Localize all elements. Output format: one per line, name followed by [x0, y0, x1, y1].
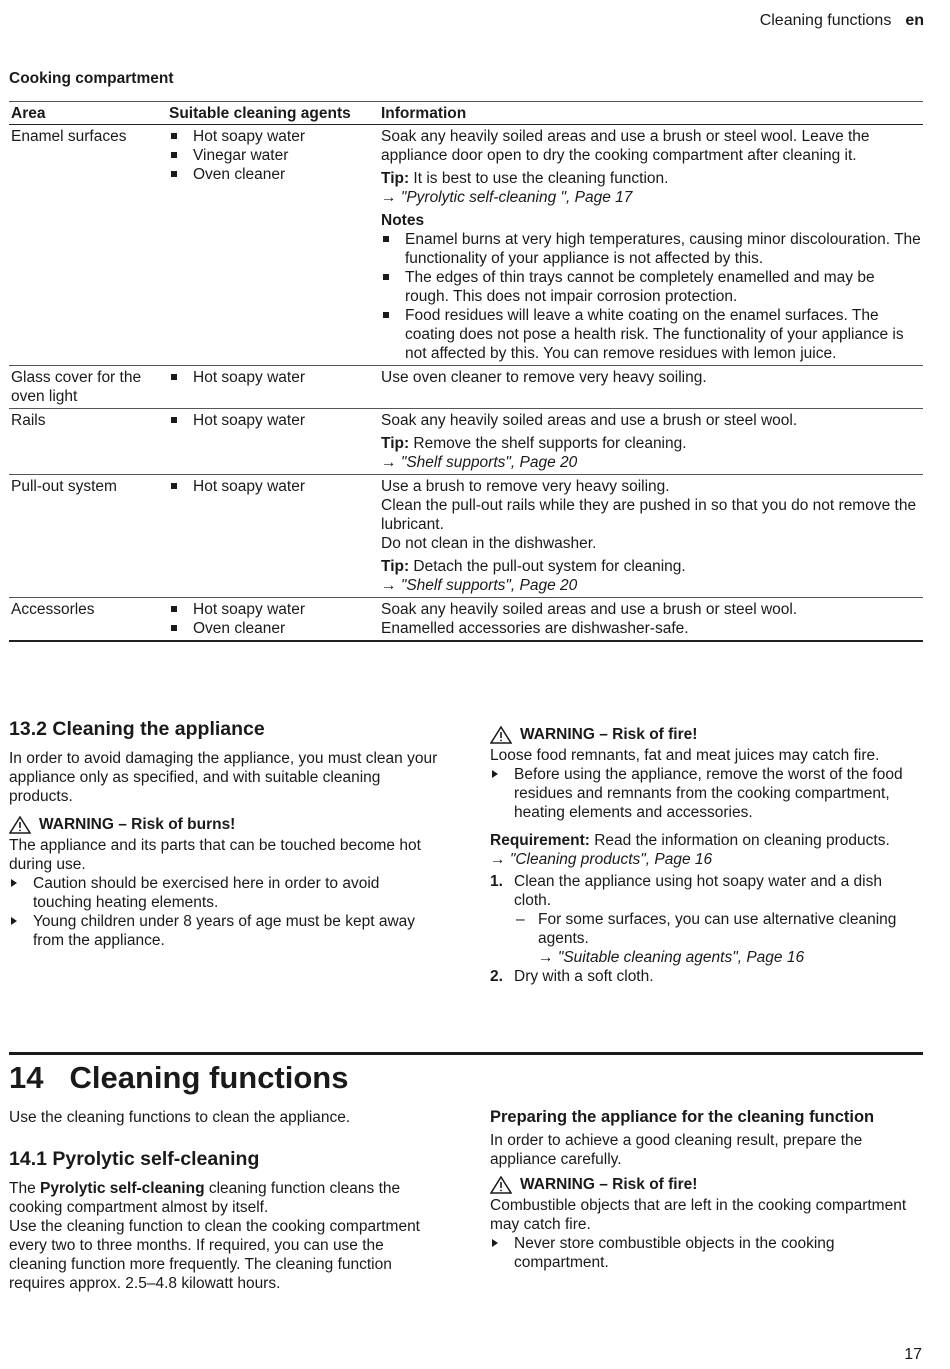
tip-text: Detach the pull-out system for cleaning.	[409, 558, 686, 575]
warning-heading: WARNING – Risk of fire!	[490, 1175, 920, 1194]
warning-text: The appliance and its parts that can be touched become hot during use.	[9, 837, 421, 873]
area-cell: Glass cover for the oven light	[9, 366, 167, 409]
step-number: 1.	[490, 873, 503, 890]
notes-label: Notes	[381, 212, 425, 229]
info-text: Clean the pull-out rails while they are pushed in so that you do not remove the lubricant.	[381, 497, 917, 533]
chapter-14-left	[9, 1108, 439, 1293]
tip	[381, 434, 921, 453]
warning-list	[490, 1234, 920, 1272]
tip-label: Tip:	[381, 435, 410, 452]
warning-text: Loose food remnants, fat and meat juices may catch fire.	[490, 747, 880, 764]
warning-item: Before using the appliance, remove the worst of the food residues and remnants from the cooking compartment, heating elements and accessories.	[490, 765, 920, 822]
agent-item: Oven cleaner	[169, 619, 377, 638]
arrow-right-icon: →	[381, 577, 397, 594]
warning-triangle-icon	[490, 1176, 512, 1194]
agents-cell	[167, 409, 379, 475]
paragraph: Use the cleaning function to clean the cooking compartment every two to three months. If required, you can use the cleaning function more frequently. The cleaning function requires approx. 2.5–4.8 kilowatt hours.	[9, 1218, 420, 1292]
agent-item: Oven cleaner	[169, 165, 377, 184]
area-cell: Pull-out system	[9, 475, 167, 598]
warning-heading: WARNING – Risk of fire!	[490, 725, 920, 744]
cross-reference-link[interactable]: → "Shelf supports", Page 20	[381, 454, 578, 471]
note-item: The edges of thin trays cannot be completely enamelled and may be rough. This does not impair corrosion protection.	[381, 268, 921, 306]
info-cell	[379, 409, 923, 475]
warning-item: Never store combustible objects in the cooking compartment.	[490, 1234, 920, 1272]
paragraph: In order to achieve a good cleaning result, prepare the appliance carefully.	[490, 1132, 863, 1168]
warning-heading: WARNING – Risk of burns!	[9, 815, 439, 834]
cross-reference-link[interactable]: → "Cleaning products", Page 16	[490, 851, 713, 868]
table-row	[9, 125, 923, 366]
section-heading: 14.1 Pyrolytic self-cleaning	[9, 1148, 260, 1170]
chapter-number: 14	[9, 1060, 44, 1095]
paragraph: The Pyrolytic self-cleaning cleaning function cleans the cooking compartment almost by itself.	[9, 1180, 401, 1216]
agent-item: Hot soapy water	[169, 477, 377, 496]
info-cell	[379, 475, 923, 598]
table-row	[9, 409, 923, 475]
steps-list	[490, 872, 920, 986]
agents-cell	[167, 125, 379, 366]
chapter-title-text: Cleaning functions	[69, 1060, 349, 1095]
area-cell: Enamel surfaces	[9, 125, 167, 366]
tip-label: Tip:	[381, 170, 410, 187]
info-cell	[379, 366, 923, 409]
note-item: Enamel burns at very high temperatures, causing minor discolouration. The functionality of your appliance is not affected by this.	[381, 230, 921, 268]
info-text: Use oven cleaner to remove very heavy soiling.	[381, 369, 707, 386]
arrow-right-icon: →	[538, 949, 554, 966]
table-header-row	[9, 102, 923, 125]
agents-cell	[167, 598, 379, 642]
dash-icon: –	[516, 911, 525, 928]
agent-item: Hot soapy water	[169, 600, 377, 619]
table-row	[9, 366, 923, 409]
chapter-14-right	[490, 1108, 920, 1272]
section-heading: 13.2 Cleaning the appliance	[9, 718, 265, 740]
info-text: Do not clean in the dishwasher.	[381, 535, 597, 552]
warning-triangle-icon	[9, 816, 31, 834]
info-text: Soak any heavily soiled areas and use a brush or steel wool. Leave the appliance door open to dry the cooking compartment after cleaning it.	[381, 128, 870, 164]
sub-step: – For some surfaces, you can use alternative cleaning agents.	[516, 911, 897, 947]
warning-list	[490, 765, 920, 822]
page-number: 17	[904, 1346, 922, 1363]
agents-cell	[167, 366, 379, 409]
info-text: Soak any heavily soiled areas and use a brush or steel wool.	[381, 601, 798, 618]
chapter-title	[9, 1060, 348, 1096]
agent-item: Hot soapy water	[169, 368, 377, 387]
notes-list	[381, 230, 921, 363]
info-text: Enamelled accessories are dishwasher-safe.	[381, 620, 689, 637]
warning-triangle-icon	[490, 726, 512, 744]
section-13-2-right	[490, 725, 920, 986]
step-item: 1. Clean the appliance using hot soapy water and a dish cloth. – For some surfaces, you can use alternative cleaning agents. → "Suitable cleaning agents", Page 16	[490, 872, 920, 967]
cross-reference-link[interactable]: → "Shelf supports", Page 20	[381, 577, 578, 594]
chapter-divider	[9, 1052, 923, 1055]
arrow-right-icon: →	[381, 454, 397, 471]
cleaning-table	[9, 101, 923, 642]
warning-item: Caution should be exercised here in order to avoid touching heating elements.	[9, 874, 439, 912]
agents-cell	[167, 475, 379, 598]
header-information: Information	[379, 102, 923, 125]
arrow-right-icon: →	[381, 189, 397, 206]
warning-item: Young children under 8 years of age must be kept away from the appliance.	[9, 912, 439, 950]
cross-reference-link[interactable]: → "Pyrolytic self-cleaning ", Page 17	[381, 189, 633, 206]
step-item: 2. Dry with a soft cloth.	[490, 968, 654, 985]
agent-item: Hot soapy water	[169, 411, 377, 430]
subsection-heading: Preparing the appliance for the cleaning function	[490, 1108, 875, 1126]
tip	[381, 557, 921, 576]
section-intro: In order to avoid damaging the appliance, you must clean your appliance only as specified, and with suitable cleaning products.	[9, 750, 438, 805]
requirement-label: Requirement:	[490, 832, 590, 849]
info-text: Soak any heavily soiled areas and use a brush or steel wool.	[381, 412, 798, 429]
area-cell: Rails	[9, 409, 167, 475]
header-agents: Suitable cleaning agents	[167, 102, 379, 125]
requirement: Requirement: Read the information on cleaning products.	[490, 832, 890, 849]
step-number: 2.	[490, 968, 503, 985]
header-section: Cleaning functions	[759, 12, 892, 29]
page-header	[760, 11, 924, 30]
header-language: en	[905, 12, 924, 29]
tip-label: Tip:	[381, 558, 410, 575]
area-cell: Accessorles	[9, 598, 167, 642]
table-row	[9, 598, 923, 642]
arrow-right-icon: →	[490, 851, 506, 868]
agent-item: Hot soapy water	[169, 127, 377, 146]
tip-text: Remove the shelf supports for cleaning.	[409, 435, 687, 452]
tip-text: It is best to use the cleaning function.	[409, 170, 669, 187]
warning-text: Combustible objects that are left in the cooking compartment may catch fire.	[490, 1197, 907, 1233]
chapter-intro: Use the cleaning functions to clean the appliance.	[9, 1109, 351, 1126]
warning-list	[9, 874, 439, 950]
agent-item: Vinegar water	[169, 146, 377, 165]
compartment-title: Cooking compartment	[9, 70, 174, 87]
info-cell	[379, 598, 923, 642]
info-cell	[379, 125, 923, 366]
header-area: Area	[9, 102, 167, 125]
table-row	[9, 475, 923, 598]
info-text: Use a brush to remove very heavy soiling.	[381, 478, 670, 495]
section-13-2	[9, 717, 439, 950]
tip	[381, 169, 921, 188]
note-item: Food residues will leave a white coating on the enamel surfaces. The coating does not pose a health risk. The functionality of your appliance is not affected by this. You can remove residues with lemon juice.	[381, 306, 921, 363]
cross-reference-link[interactable]: → "Suitable cleaning agents", Page 16	[538, 949, 805, 966]
